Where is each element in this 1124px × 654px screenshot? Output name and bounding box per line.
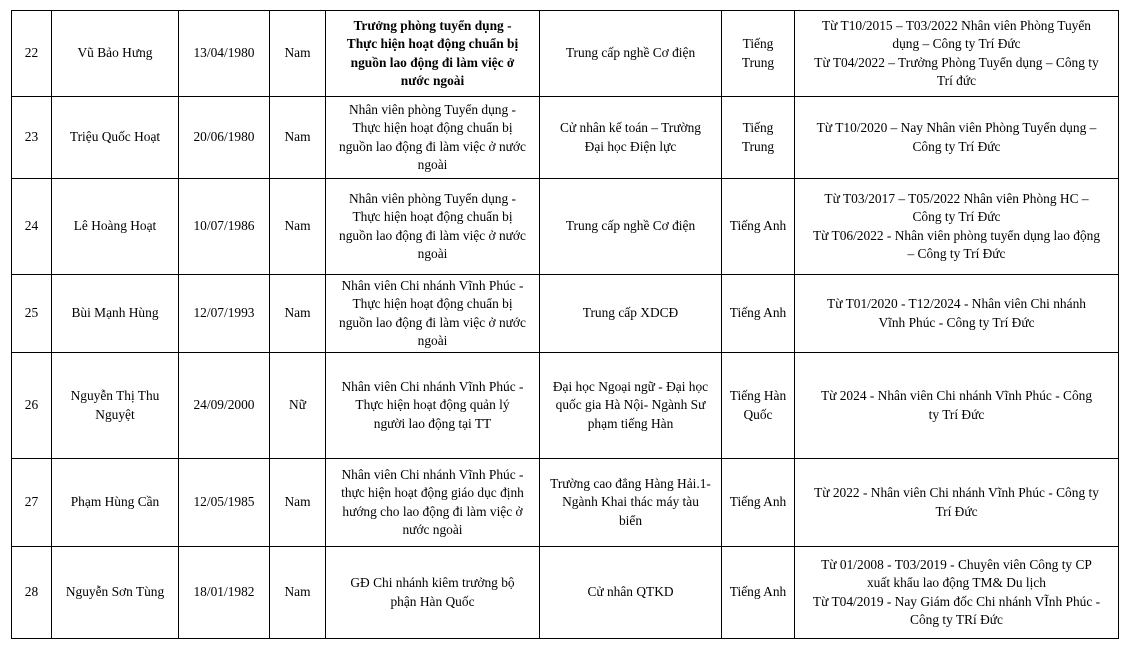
position-description-line: nguồn lao động đi làm việc ở xyxy=(350,54,515,70)
position-description-line: nước ngoài xyxy=(402,522,463,537)
education-line: Ngành Khai thác máy tàu xyxy=(562,494,699,510)
language xyxy=(722,459,795,547)
position-description-line: ngoài xyxy=(417,157,448,172)
work-experience xyxy=(795,275,1119,353)
position-description-line: phận Hàn Quốc xyxy=(390,593,475,609)
position-description xyxy=(326,97,540,179)
date-of-birth: 12/05/1985 xyxy=(179,459,270,547)
position-description-line: Trưởng phòng tuyển dụng - xyxy=(353,17,512,33)
language-line: Tiếng xyxy=(742,36,774,51)
position-description-line: Nhân viên phòng Tuyển dụng - xyxy=(348,101,516,117)
employee-name: Phạm Hùng Cần xyxy=(52,459,179,547)
position-description-line: Thực hiện hoạt động chuẩn bị xyxy=(346,36,519,51)
position-description xyxy=(326,353,540,459)
table-row xyxy=(12,97,1119,179)
language-line: Tiếng xyxy=(742,120,774,135)
table-row xyxy=(12,179,1119,275)
position-description-line: Thực hiện hoạt động chuẩn bị xyxy=(352,296,513,311)
position-description-line: GĐ Chi nhánh kiêm trưởng bộ xyxy=(350,575,515,590)
position-description-line: Thực hiện hoạt động chuẩn bị xyxy=(352,120,513,135)
work-experience-line: Từ 2024 - Nhân viên Chi nhánh Vĩnh Phúc - Công xyxy=(820,388,1093,403)
employee-name: Triệu Quốc Hoạt xyxy=(52,97,179,179)
education-line: Trường cao đẳng Hàng Hải.1- xyxy=(550,475,711,491)
work-experience-line: Từ T10/2015 – T03/2022 Nhân viên Phòng Tuyển xyxy=(821,17,1091,33)
table-row xyxy=(12,11,1119,97)
work-experience-line: Từ T10/2020 – Nay Nhân viên Phòng Tuyển dụng – xyxy=(816,120,1097,135)
staff-table xyxy=(11,10,1119,639)
date-of-birth: 13/04/1980 xyxy=(179,11,270,97)
work-experience-line: Từ T01/2020 - T12/2024 - Nhân viên Chi nhánh xyxy=(827,296,1086,311)
position-description-line: người lao động tại TT xyxy=(373,415,492,431)
position-description-line: Thực hiện hoạt động quản lý xyxy=(355,397,510,413)
work-experience-line: Công ty Trí Đức xyxy=(912,138,1001,154)
employee-name xyxy=(52,353,179,459)
table-row xyxy=(12,275,1119,353)
position-description-line: thực hiện hoạt động giáo dục định xyxy=(341,485,524,500)
employee-name: Lê Hoàng Hoạt xyxy=(52,179,179,275)
position-description-line: hướng cho lao động đi làm việc ở xyxy=(342,503,523,519)
gender: Nữ xyxy=(270,353,326,459)
gender: Nam xyxy=(270,275,326,353)
row-number: 26 xyxy=(12,353,52,459)
language xyxy=(722,179,795,275)
work-experience-line: Vĩnh Phúc - Công ty Trí Đức xyxy=(878,314,1035,330)
date-of-birth: 24/09/2000 xyxy=(179,353,270,459)
work-experience-line: Từ 01/2008 - T03/2019 - Chuyên viên Công ty CP xyxy=(821,556,1092,572)
language-line: Tiếng Anh xyxy=(729,218,787,234)
position-description-line: Nhân viên Chi nhánh Vĩnh Phúc - xyxy=(341,378,524,394)
language xyxy=(722,97,795,179)
row-number: 28 xyxy=(12,547,52,639)
date-of-birth: 10/07/1986 xyxy=(179,179,270,275)
employee-name: Nguyễn Sơn Tùng xyxy=(52,547,179,639)
language-line: Tiếng Anh xyxy=(729,305,787,321)
work-experience-line: Từ 2022 - Nhân viên Chi nhánh Vĩnh Phúc - Công ty xyxy=(814,485,1099,500)
language-line: Tiếng Hàn xyxy=(729,388,787,403)
language xyxy=(722,547,795,639)
date-of-birth: 12/07/1993 xyxy=(179,275,270,353)
work-experience-line: Công ty TRí Đức xyxy=(910,612,1003,627)
education-line: phạm tiếng Hàn xyxy=(587,415,674,431)
education xyxy=(540,353,722,459)
row-number: 27 xyxy=(12,459,52,547)
language xyxy=(722,275,795,353)
position-description xyxy=(326,459,540,547)
employee-name-line: Nguyệt xyxy=(95,406,135,422)
education xyxy=(540,459,722,547)
education-line: Trung cấp XDCĐ xyxy=(582,305,679,321)
position-description xyxy=(326,547,540,639)
row-number: 22 xyxy=(12,11,52,97)
position-description-line: Thực hiện hoạt động chuẩn bị xyxy=(352,209,513,224)
position-description-line: Nhân viên Chi nhánh Vĩnh Phúc - xyxy=(341,466,524,482)
education xyxy=(540,275,722,353)
table-row xyxy=(12,353,1119,459)
language-line: Quốc xyxy=(743,406,773,422)
work-experience xyxy=(795,459,1119,547)
education xyxy=(540,11,722,97)
position-description xyxy=(326,11,540,97)
work-experience xyxy=(795,353,1119,459)
employee-name-line: Nguyễn Thị Thu xyxy=(70,388,160,403)
work-experience-line: ty Trí Đức xyxy=(928,406,985,422)
employee-name: Vũ Bảo Hưng xyxy=(52,11,179,97)
position-description-line: nguồn lao động đi làm việc ở nước xyxy=(339,314,526,330)
row-number: 24 xyxy=(12,179,52,275)
row-number: 25 xyxy=(12,275,52,353)
position-description-line: Nhân viên Chi nhánh Vĩnh Phúc - xyxy=(341,277,524,293)
education xyxy=(540,97,722,179)
education-line: Trung cấp nghề Cơ điện xyxy=(565,45,696,61)
work-experience xyxy=(795,547,1119,639)
employee-name: Bùi Mạnh Hùng xyxy=(52,275,179,353)
position-description-line: nguồn lao động đi làm việc ở nước xyxy=(339,138,526,154)
table-row xyxy=(12,459,1119,547)
work-experience-line: Từ T04/2019 - Nay Giám đốc Chi nhánh VĨnh Phúc - xyxy=(812,593,1101,609)
education-line: Đại học Ngoại ngữ - Đại học xyxy=(552,378,709,394)
education xyxy=(540,547,722,639)
date-of-birth: 18/01/1982 xyxy=(179,547,270,639)
table-row xyxy=(12,547,1119,639)
gender: Nam xyxy=(270,11,326,97)
education xyxy=(540,179,722,275)
position-description xyxy=(326,275,540,353)
language xyxy=(722,11,795,97)
education-line: Cử nhân kế toán – Trường xyxy=(560,120,701,135)
position-description-line: ngoài xyxy=(417,333,448,348)
language-line: Tiếng Anh xyxy=(729,494,787,510)
position-description-line: ngoài xyxy=(417,246,448,261)
gender: Nam xyxy=(270,179,326,275)
work-experience xyxy=(795,179,1119,275)
education-line: Trung cấp nghề Cơ điện xyxy=(565,218,696,234)
gender: Nam xyxy=(270,459,326,547)
work-experience-line: Từ T03/2017 – T05/2022 Nhân viên Phòng HC – xyxy=(824,190,1089,206)
table-body xyxy=(12,11,1119,639)
work-experience-line: Công ty Trí Đức xyxy=(912,209,1001,224)
education-line: biển xyxy=(618,512,643,528)
row-number: 23 xyxy=(12,97,52,179)
education-line: Cử nhân QTKD xyxy=(587,584,674,600)
language-line: Trung xyxy=(741,138,775,154)
work-experience-line: Từ T04/2022 – Trưởng Phòng Tuyển dụng – Công ty xyxy=(814,54,1099,70)
gender: Nam xyxy=(270,97,326,179)
language xyxy=(722,353,795,459)
gender: Nam xyxy=(270,547,326,639)
work-experience-line: Trí đức xyxy=(936,73,977,88)
language-line: Tiếng Anh xyxy=(729,584,787,600)
work-experience xyxy=(795,11,1119,97)
work-experience-line: Từ T06/2022 - Nhân viên phòng tuyển dụng lao động xyxy=(812,227,1101,243)
position-description-line: nguồn lao động đi làm việc ở nước xyxy=(339,227,526,243)
work-experience-line: Trí Đức xyxy=(935,503,978,519)
work-experience-line: – Công ty Trí Đức xyxy=(907,246,1006,261)
education-line: Đại học Điện lực xyxy=(584,138,677,154)
date-of-birth: 20/06/1980 xyxy=(179,97,270,179)
position-description-line: nước ngoài xyxy=(400,73,465,88)
position-description-line: Nhân viên phòng Tuyển dụng - xyxy=(348,190,516,206)
work-experience-line: xuất khẩu lao động TM& Du lịch xyxy=(866,575,1046,590)
work-experience-line: dụng – Công ty Trí Đức xyxy=(892,36,1021,51)
language-line: Trung xyxy=(741,54,775,70)
position-description xyxy=(326,179,540,275)
education-line: quốc gia Hà Nội- Ngành Sư xyxy=(555,397,706,413)
work-experience xyxy=(795,97,1119,179)
